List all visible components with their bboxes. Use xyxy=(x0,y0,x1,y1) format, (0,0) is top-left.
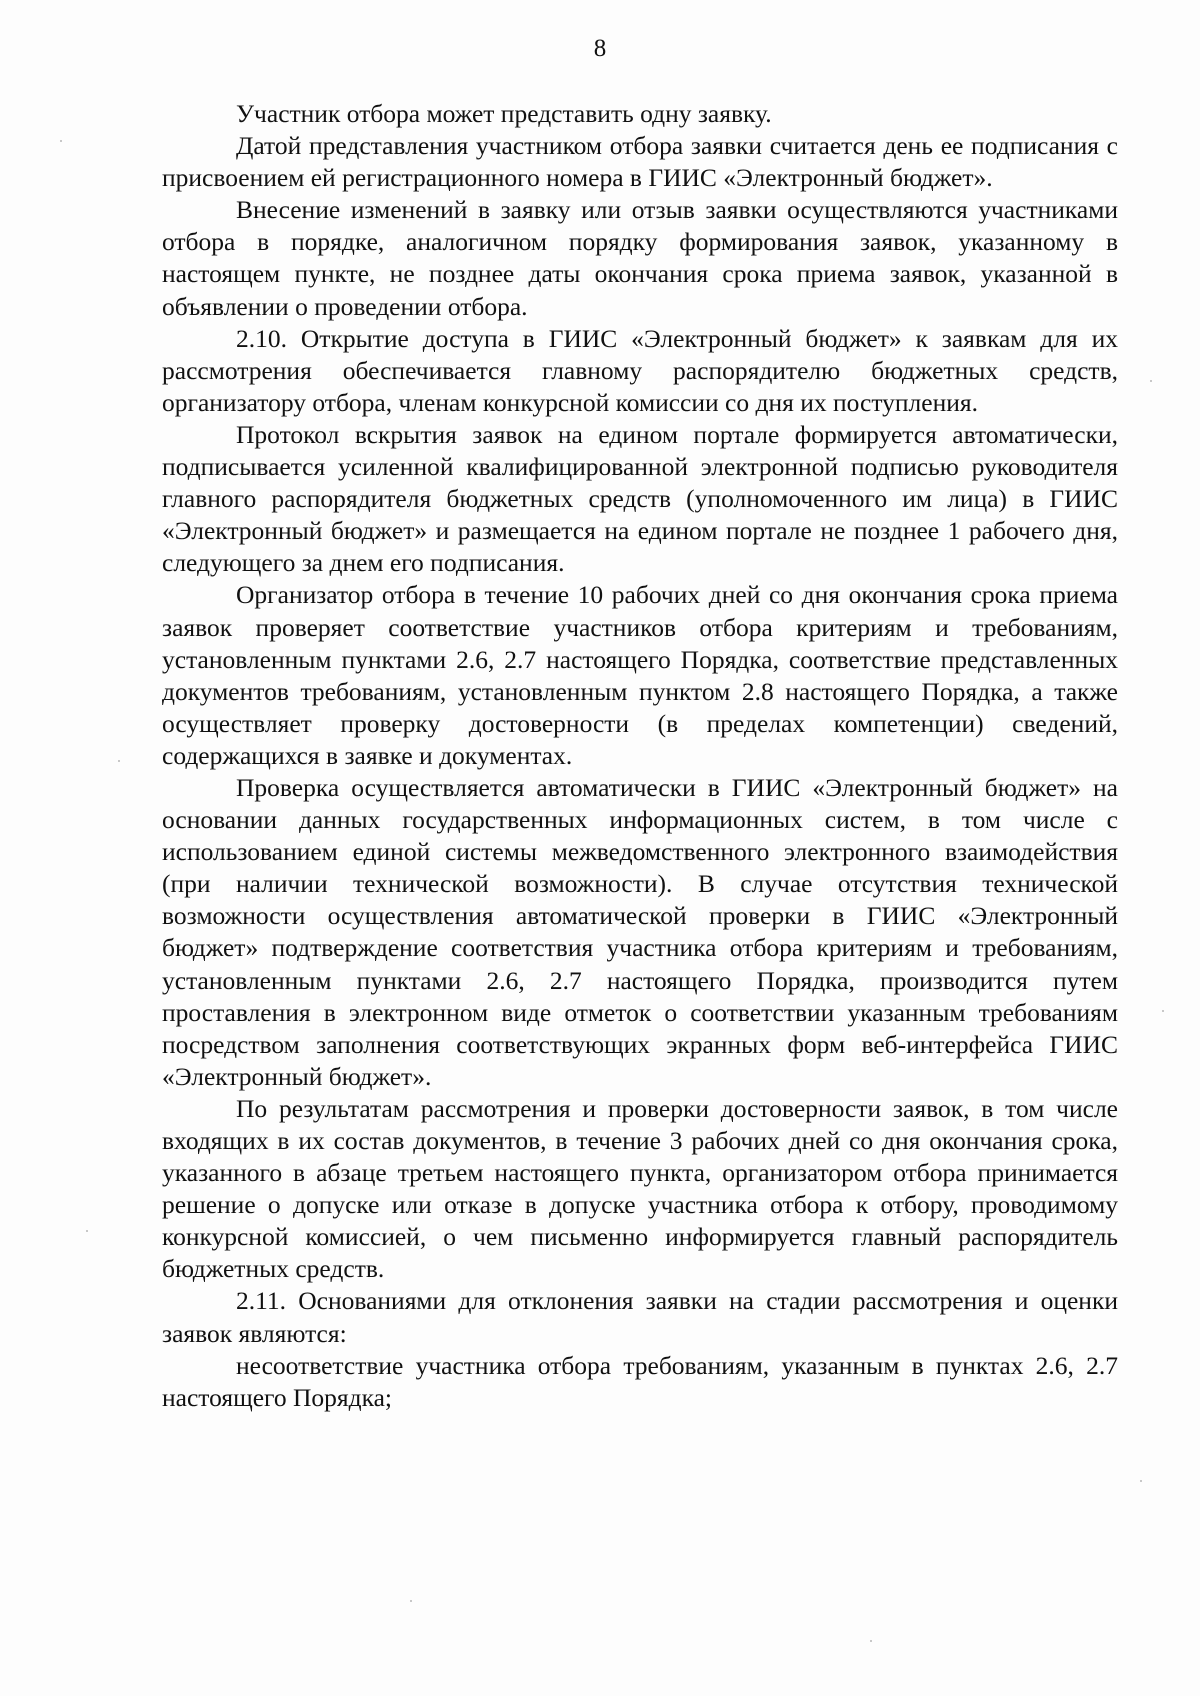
paragraph-opening-protocol: Протокол вскрытия заявок на едином портале формируется автоматически, подписывается усиленной квалифицированной электронной подписью руководителя главного распорядителя бюджетных средств (уполномоченного им лица) в ГИИС «Электронный бюджет» и размещается на едином портале не позднее 1 рабочего дня, следующего за днем его подписания. xyxy=(162,419,1118,578)
scan-speck xyxy=(86,1230,88,1232)
page-number: 8 xyxy=(593,35,607,62)
paragraph-single-application: Участник отбора может представить одну заявку. xyxy=(236,99,772,128)
scan-speck xyxy=(410,1600,412,1602)
scan-speck xyxy=(118,760,120,762)
paragraph-noncompliance: несоответствие участника отбора требованиям, указанным в пунктах 2.6, 2.7 настоящего Порядка; xyxy=(162,1350,1118,1412)
paragraph-2-10-access: 2.10. Открытие доступа в ГИИС «Электронный бюджет» к заявкам для их рассмотрения обеспечивается главному распорядителю бюджетных средств, организатору отбора, членам конкурсной комиссии со дня их поступления. xyxy=(162,323,1118,417)
scan-speck xyxy=(1162,1010,1164,1012)
paragraph-automatic-check: Проверка осуществляется автоматически в ГИИС «Электронный бюджет» на основании данных государственных информационных систем, в том числе с использованием единой системы межведомственного электронного взаимодействия (при наличии технической возможности). В случае отсутствия технической возможности осуществления автоматической проверки в ГИИС «Электронный бюджет» подтверждение соответствия участника отбора критериям и требованиям, установленным пунктами 2.6, 2.7 настоящего Порядка, производится путем проставления в электронном виде отметок о соответствии указанным требованиям посредством заполнения соответствующих экранных форм веб-интерфейса ГИИС «Электронный бюджет». xyxy=(162,772,1118,1091)
paragraph-submission-date: Датой представления участником отбора заявки считается день ее подписания с присвоением ей регистрационного номера в ГИИС «Электронный бюджет». xyxy=(162,131,1118,193)
scan-speck xyxy=(870,1640,872,1642)
scan-speck xyxy=(1140,1480,1142,1482)
scan-speck xyxy=(1150,380,1152,382)
paragraph-2-11-rejection-grounds: 2.11. Основаниями для отклонения заявки на стадии рассмотрения и оценки заявок являются: xyxy=(162,1286,1118,1348)
paragraph-organizer-check: Организатор отбора в течение 10 рабочих дней со дня окончания срока приема заявок проверяет соответствие участников отбора критериям и требованиям, установленным пунктами 2.6, 2.7 настоящего Порядка, соответствие представленных документов требованиям, установленным пунктом 2.8 настоящего Порядка, а также осуществляет проверку достоверности (в пределах компетенции) сведений, содержащихся в заявке и документах. xyxy=(162,580,1118,770)
paragraph-admission-decision: По результатам рассмотрения и проверки достоверности заявок, в том числе входящих в их состав документов, в течение 3 рабочих дней со дня окончания срока, указанного в абзаце третьем настоящего пункта, организатором отбора принимается решение о допуске или отказе в допуске участника отбора к отбору, проводимому конкурсной комиссией, о чем письменно информируется главный распорядитель бюджетных средств. xyxy=(162,1093,1118,1284)
paragraph-application-changes: Внесение изменений в заявку или отзыв заявки осуществляются участниками отбора в порядке, аналогичном порядку формирования заявок, указанному в настоящем пункте, не позднее даты окончания срока приема заявок, указанной в объявлении о проведении отбора. xyxy=(162,195,1118,321)
document-body xyxy=(162,98,1118,1414)
scan-speck xyxy=(60,140,62,142)
